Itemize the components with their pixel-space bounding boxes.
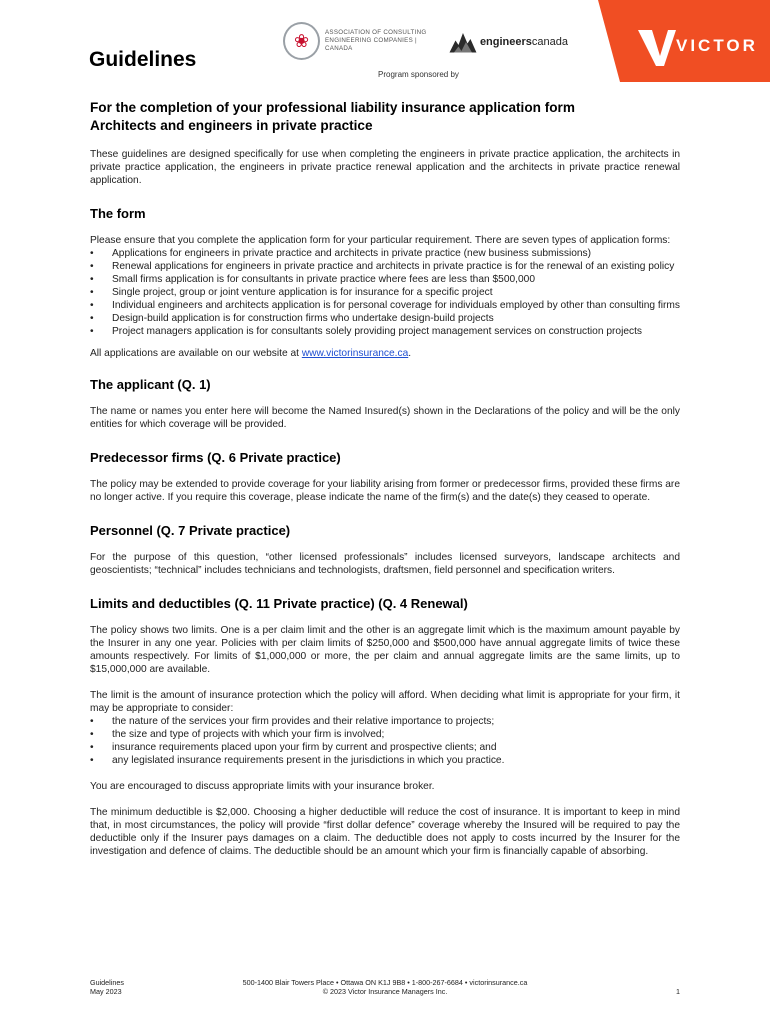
engineers-canada-mark-icon: [448, 26, 478, 58]
sponsor-caption: Program sponsored by: [378, 70, 459, 79]
document-body: [90, 99, 680, 858]
limits-paragraph-4: The minimum deductible is $2,000. Choosing a higher deductible will reduce the cost of insurance. It is important to keep in mind that, in most circumstances, the policy will provide “first dollar defence” coverage whereby the Insured will be required to pay the deductible only if the Insurer pays damages on a claim. The deductible does not apply to costs incurred by the Insurer for the investigation and defence of claims. The deductible should be an amount which your firm is financially capable of absorbing.: [90, 807, 680, 857]
list-item: • Small firms application is for consultants in private practice where fees are less than $500,000: [90, 273, 680, 286]
limits-paragraph-2: The limit is the amount of insurance protection which the policy will afford. When deciding what limit is appropriate for your firm, it may be appropriate to consider:: [90, 690, 680, 714]
list-item: • insurance requirements placed upon your firm by current and prospective clients; and: [90, 741, 680, 754]
subtitle-line-1: For the completion of your professional liability insurance application form: [90, 100, 575, 115]
footer-doc-name: Guidelines: [90, 978, 124, 987]
section-heading-applicant: The applicant (Q. 1): [90, 377, 211, 392]
section-heading-limits-deductibles: Limits and deductibles (Q. 11 Private practice) (Q. 4 Renewal): [90, 596, 468, 611]
website-prefix: All applications are available on our website at: [90, 348, 302, 359]
engineers-canada-wordmark: [480, 36, 568, 48]
acec-logo-line-2: ENGINEERING COMPANIES | CANADA: [325, 37, 417, 52]
list-item: • any legislated insurance requirements present in the jurisdictions in which you practice.: [90, 754, 680, 767]
website-suffix: .: [408, 348, 412, 359]
footer-address: 500-1400 Blair Towers Place • Ottawa ON K1J 9B8 • 1-800-267-6684 • victorinsurance.ca: [242, 978, 528, 987]
personnel-paragraph: For the purpose of this question, “other licensed professionals” includes licensed surveyors, landscape architects and geoscientists; “technical” includes technicians and technologists, draftsmen, field personnel and specification writers.: [90, 552, 680, 576]
list-item: • Design-build application is for construction firms who undertake design-build projects: [90, 312, 680, 325]
footer-center: [235, 978, 535, 996]
website-paragraph: [90, 347, 680, 360]
acec-logo-line-1: ASSOCIATION OF CONSULTING: [325, 29, 427, 36]
list-item: • the size and type of projects with which your firm is involved;: [90, 728, 680, 741]
limits-paragraph-3: You are encouraged to discuss appropriate limits with your insurance broker.: [90, 781, 435, 792]
limits-paragraph-1: The policy shows two limits. One is a per claim limit and the other is an aggregate limit which is the maximum amount payable by the Insurer in any one year. Policies with per claim limits of $250,000 and $500,000 have annual aggregate limits of twice these amounts respectively. For limits of $1,000,000 or more, the per claim and annual aggregate limits are the same limits, up to $15,000,000 are available.: [90, 625, 680, 675]
footer-copyright: © 2023 Victor Insurance Managers Inc.: [322, 987, 448, 996]
victor-wordmark: VICTOR: [676, 36, 758, 55]
predecessor-paragraph: The policy may be extended to provide coverage for your liability arising from former or predecessor firms, provided these firms are no longer active. If you require this coverage, please indicate the name of the firm(s) and the date(s) they ceased to operate.: [90, 479, 680, 503]
intro-paragraph: These guidelines are designed specifically for use when completing the engineers in private practice application, the architects in private practice application, the engineers in private practice renewal application and the architects in private practice renewal application.: [90, 149, 680, 186]
section-heading-predecessor-firms: Predecessor firms (Q. 6 Private practice): [90, 450, 341, 465]
ec-wordmark-light: canada: [531, 36, 568, 48]
section-heading-personnel: Personnel (Q. 7 Private practice): [90, 523, 291, 538]
acec-circle-icon: [283, 22, 320, 60]
acec-logo-text: [325, 29, 443, 53]
page-number: 1: [676, 987, 680, 996]
list-item: • the nature of the services your firm provides and their relative importance to projects;: [90, 715, 680, 728]
footer-date: May 2023: [90, 987, 122, 996]
footer-left: [90, 978, 124, 996]
list-item: • Applications for engineers in private practice and architects in private practice (new business submissions): [90, 247, 680, 260]
document-title: Guidelines: [89, 48, 197, 71]
application-types-list: [90, 247, 680, 338]
engineers-canada-logo: [448, 22, 568, 62]
applicant-paragraph: The name or names you enter here will become the Named Insured(s) shown in the Declarations of the policy and will be the only entities for which coverage will be provided.: [90, 406, 680, 430]
form-intro-paragraph: Please ensure that you complete the application form for your particular requirement. There are seven types of application forms:: [90, 235, 671, 246]
acec-logo: [283, 20, 443, 62]
website-link[interactable]: www.victorinsurance.ca: [301, 348, 409, 359]
limits-considerations-list: [90, 715, 680, 767]
section-heading-the-form: The form: [90, 206, 146, 221]
list-item: • Project managers application is for consultants solely providing project management services on construction projects: [90, 325, 680, 338]
list-item: • Renewal applications for engineers in private practice and architects in private practice is for the renewal of an existing policy: [90, 260, 680, 273]
page-header: [0, 0, 770, 95]
maple-leaf-icon: ❀: [293, 31, 310, 51]
list-item: • Single project, group or joint venture application is for insurance for a specific project: [90, 286, 680, 299]
subtitle-line-2: Architects and engineers in private practice: [90, 118, 373, 133]
list-item: • Individual engineers and architects application is for personal coverage for individuals employed by other than consulting firms: [90, 299, 680, 312]
ec-wordmark-bold: engineers: [479, 36, 532, 48]
